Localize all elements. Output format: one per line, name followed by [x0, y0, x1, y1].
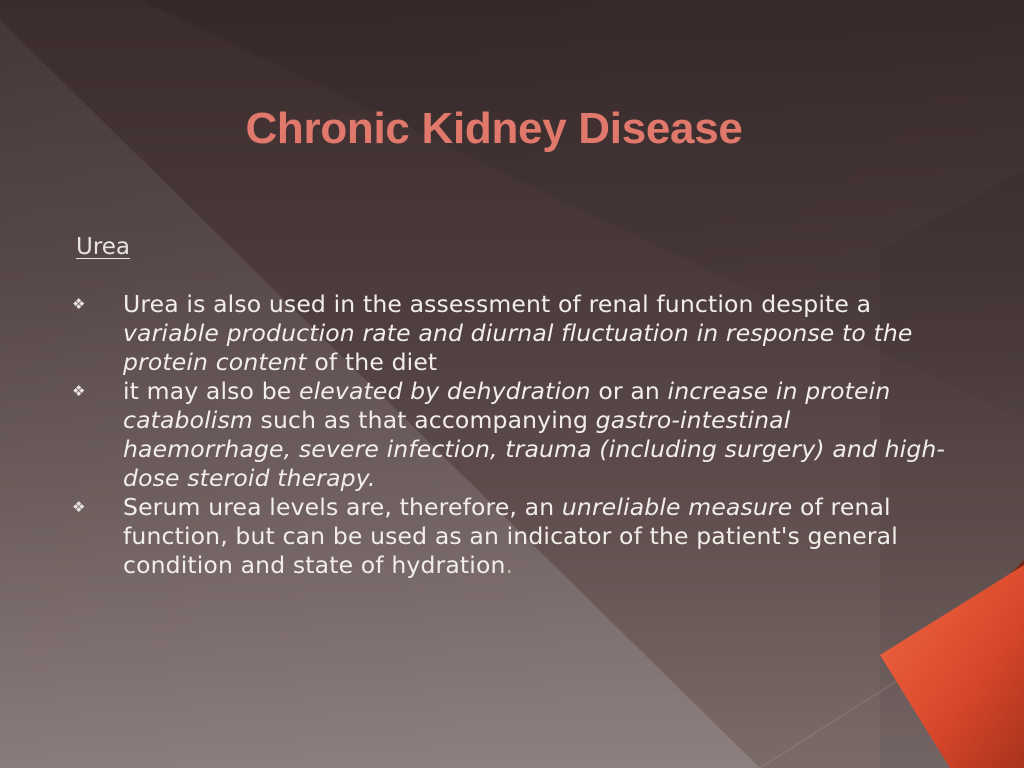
italic-text-run: variable production rate and diurnal fluctuation in response to the protein content: [123, 319, 913, 376]
bullet-text: [123, 290, 913, 376]
diamond-bullet-icon: ❖: [72, 382, 86, 400]
bullet-text: [123, 493, 898, 579]
text-run: or an: [590, 377, 668, 405]
diamond-bullet-icon: ❖: [72, 295, 86, 313]
text-run: .: [505, 551, 514, 579]
bullet-item: [70, 377, 950, 493]
bullet-item: [70, 493, 950, 580]
italic-text-run: gastro-intestinal haemorrhage, severe infection, trauma (including surgery) and high-dose steroid therapy.: [123, 406, 946, 492]
diamond-bullet-icon: ❖: [72, 498, 86, 516]
text-run: Serum urea levels are, therefore, an: [123, 493, 562, 521]
bullet-list: [70, 290, 950, 580]
bullet-text: [123, 377, 945, 492]
italic-text-run: increase in protein catabolism: [123, 377, 891, 434]
italic-text-run: elevated by dehydration: [299, 377, 591, 405]
section-heading-urea: Urea: [76, 234, 131, 260]
text-run: such as that accompanying: [252, 406, 596, 434]
text-run: of renal function, but can be used as an indicator of the patient's general condition and state of hydration: [123, 493, 898, 579]
text-run: Urea is also used in the assessment of renal function despite a: [123, 290, 872, 318]
slide-title: Chronic Kidney Disease: [245, 104, 743, 153]
text-run: it may also be: [123, 377, 299, 405]
text-run: of the diet: [306, 348, 438, 376]
italic-text-run: unreliable measure: [561, 493, 793, 521]
bullet-item: [70, 290, 950, 377]
